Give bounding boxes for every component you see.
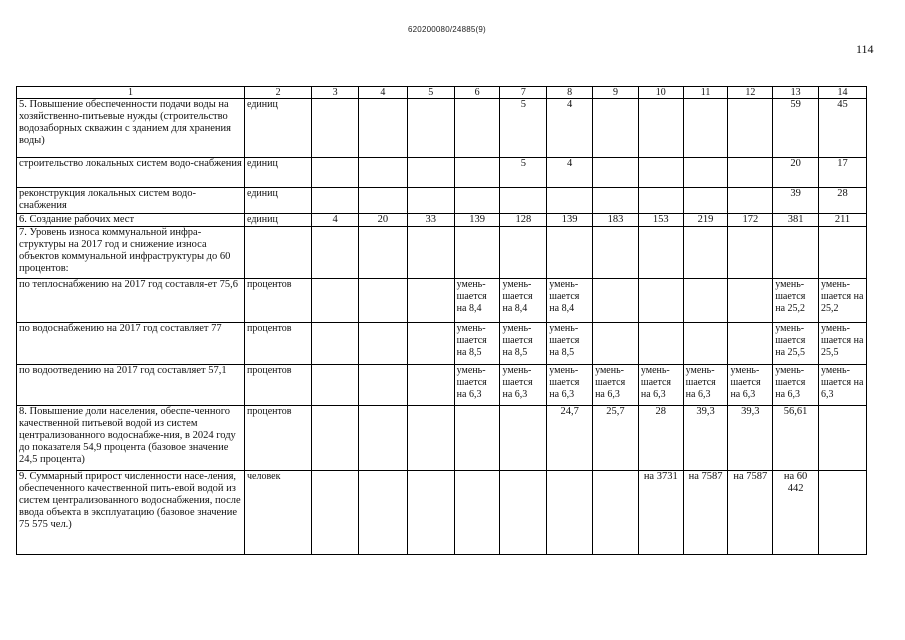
value-cell xyxy=(593,323,639,365)
value-cell xyxy=(312,188,359,214)
indicator-name-cell: 9. Суммарный прирост численности насе-ления, обеспеченного качественной пить-евой водой из систем централизованного водоснабжения, после ввода объекта в эксплуатацию (базовое значение 75 575 чел.) xyxy=(17,471,245,555)
indicator-name-cell: по водоснабжению на 2017 год составляет 77 xyxy=(17,323,245,365)
value-cell xyxy=(773,227,819,279)
value-cell xyxy=(547,188,593,214)
unit-cell xyxy=(245,227,312,279)
value-cell: 20 xyxy=(773,158,819,188)
value-cell xyxy=(638,99,683,158)
value-cell: 25,7 xyxy=(593,406,639,471)
value-cell xyxy=(728,99,773,158)
header-row xyxy=(17,87,867,99)
value-cell xyxy=(638,279,683,323)
value-cell xyxy=(407,365,454,406)
value-cell xyxy=(593,471,639,555)
value-cell xyxy=(593,99,639,158)
value-cell xyxy=(407,158,454,188)
indicator-table xyxy=(16,86,867,555)
value-cell: 4 xyxy=(547,99,593,158)
value-cell: 5 xyxy=(500,99,547,158)
value-cell: умень-шается на 6,3 xyxy=(500,365,547,406)
value-cell xyxy=(683,99,728,158)
value-cell xyxy=(454,99,500,158)
table-row xyxy=(17,188,867,214)
table-row xyxy=(17,214,867,227)
value-cell: 59 xyxy=(773,99,819,158)
unit-cell: процентов xyxy=(245,323,312,365)
value-cell: умень-шается на 25,5 xyxy=(773,323,819,365)
value-cell: 56,61 xyxy=(773,406,819,471)
value-cell: умень-шается на 8,4 xyxy=(500,279,547,323)
value-cell: 4 xyxy=(547,158,593,188)
value-cell: 45 xyxy=(819,99,867,158)
header-cell: 9 xyxy=(593,87,639,99)
value-cell xyxy=(312,227,359,279)
value-cell: 139 xyxy=(547,214,593,227)
value-cell: 4 xyxy=(312,214,359,227)
indicator-name-cell: по водоотведению на 2017 год составляет 57,1 xyxy=(17,365,245,406)
value-cell xyxy=(728,158,773,188)
value-cell: умень-шается на 25,5 xyxy=(819,323,867,365)
value-cell xyxy=(312,99,359,158)
value-cell xyxy=(500,406,547,471)
table-row xyxy=(17,158,867,188)
value-cell: умень-шается на 6,3 xyxy=(728,365,773,406)
value-cell xyxy=(407,279,454,323)
value-cell xyxy=(728,323,773,365)
value-cell xyxy=(500,188,547,214)
value-cell xyxy=(638,323,683,365)
header-cell: 6 xyxy=(454,87,500,99)
value-cell: 17 xyxy=(819,158,867,188)
value-cell: умень-шается на 8,5 xyxy=(454,323,500,365)
value-cell xyxy=(728,227,773,279)
table-row xyxy=(17,365,867,406)
value-cell xyxy=(359,471,408,555)
value-cell xyxy=(593,227,639,279)
header-cell: 3 xyxy=(312,87,359,99)
value-cell: 39,3 xyxy=(683,406,728,471)
value-cell: умень-шается на 6,3 xyxy=(638,365,683,406)
value-cell: 153 xyxy=(638,214,683,227)
header-cell: 14 xyxy=(819,87,867,99)
value-cell: 24,7 xyxy=(547,406,593,471)
unit-cell: процентов xyxy=(245,406,312,471)
value-cell xyxy=(500,227,547,279)
value-cell xyxy=(454,471,500,555)
value-cell xyxy=(359,99,408,158)
page-number: 114 xyxy=(856,42,874,56)
header-cell: 12 xyxy=(728,87,773,99)
value-cell xyxy=(407,471,454,555)
value-cell xyxy=(312,471,359,555)
indicator-name-cell: реконструкция локальных систем водо-снабжения xyxy=(17,188,245,214)
value-cell xyxy=(683,227,728,279)
header-cell: 5 xyxy=(407,87,454,99)
value-cell: 172 xyxy=(728,214,773,227)
value-cell xyxy=(359,227,408,279)
value-cell xyxy=(683,158,728,188)
value-cell: на 7587 xyxy=(728,471,773,555)
value-cell: умень-шается на 8,4 xyxy=(454,279,500,323)
value-cell: умень-шается на 8,5 xyxy=(500,323,547,365)
indicator-name-cell: 6. Создание рабочих мест xyxy=(17,214,245,227)
indicator-name-cell: 8. Повышение доли населения, обеспе-ченного качественной питьевой водой из систем централизованного водоснабже-ния, в 2024 году до показателя 54,9 процента (базовое значение 24,5 процента) xyxy=(17,406,245,471)
value-cell: умень-шается на 8,5 xyxy=(547,323,593,365)
value-cell: 39 xyxy=(773,188,819,214)
value-cell xyxy=(312,406,359,471)
header-cell: 7 xyxy=(500,87,547,99)
value-cell: на 3731 xyxy=(638,471,683,555)
value-cell xyxy=(638,188,683,214)
value-cell: 33 xyxy=(407,214,454,227)
value-cell xyxy=(454,158,500,188)
table-row xyxy=(17,471,867,555)
value-cell: умень-шается на 6,3 xyxy=(773,365,819,406)
value-cell xyxy=(454,227,500,279)
unit-cell: единиц xyxy=(245,188,312,214)
value-cell: 219 xyxy=(683,214,728,227)
value-cell xyxy=(407,406,454,471)
value-cell xyxy=(407,227,454,279)
value-cell: умень-шается на 6,3 xyxy=(593,365,639,406)
value-cell xyxy=(819,471,867,555)
value-cell: умень-шается на 6,3 xyxy=(819,365,867,406)
value-cell: умень-шается на 6,3 xyxy=(547,365,593,406)
value-cell: на 7587 xyxy=(683,471,728,555)
header-cell: 8 xyxy=(547,87,593,99)
indicator-name-cell: 7. Уровень износа коммунальной инфра-структуры на 2017 год и снижение износа объектов коммунальной инфраструктуры до 60 процентов: xyxy=(17,227,245,279)
indicator-name-cell: по теплоснабжению на 2017 год составля-ет 75,6 xyxy=(17,279,245,323)
table-row xyxy=(17,227,867,279)
header-cell: 11 xyxy=(683,87,728,99)
value-cell xyxy=(683,279,728,323)
value-cell xyxy=(500,471,547,555)
value-cell: 381 xyxy=(773,214,819,227)
unit-cell: единиц xyxy=(245,214,312,227)
unit-cell: единиц xyxy=(245,158,312,188)
indicator-name-cell: 5. Повышение обеспеченности подачи воды на хозяйственно-питьевые нужды (строительство водозаборных скважин с зданием для хранения воды) xyxy=(17,99,245,158)
value-cell xyxy=(312,323,359,365)
header-cell: 13 xyxy=(773,87,819,99)
value-cell xyxy=(359,158,408,188)
unit-cell: процентов xyxy=(245,279,312,323)
value-cell xyxy=(312,365,359,406)
table-row xyxy=(17,406,867,471)
value-cell: 139 xyxy=(454,214,500,227)
value-cell xyxy=(638,158,683,188)
value-cell: 211 xyxy=(819,214,867,227)
header-cell: 10 xyxy=(638,87,683,99)
unit-cell: процентов xyxy=(245,365,312,406)
value-cell: 183 xyxy=(593,214,639,227)
value-cell xyxy=(359,365,408,406)
value-cell xyxy=(359,188,408,214)
value-cell: 20 xyxy=(359,214,408,227)
value-cell: 5 xyxy=(500,158,547,188)
value-cell: 28 xyxy=(638,406,683,471)
document-id: 620200080/24885(9) xyxy=(408,25,486,34)
value-cell xyxy=(638,227,683,279)
value-cell xyxy=(547,227,593,279)
value-cell xyxy=(359,279,408,323)
unit-cell: единиц xyxy=(245,99,312,158)
header-cell: 4 xyxy=(359,87,408,99)
value-cell xyxy=(407,188,454,214)
value-cell xyxy=(819,227,867,279)
value-cell xyxy=(728,188,773,214)
value-cell xyxy=(407,323,454,365)
table-row xyxy=(17,323,867,365)
value-cell xyxy=(728,279,773,323)
value-cell: умень-шается на 8,4 xyxy=(547,279,593,323)
value-cell xyxy=(312,279,359,323)
value-cell xyxy=(407,99,454,158)
value-cell xyxy=(683,323,728,365)
header-cell: 2 xyxy=(245,87,312,99)
value-cell xyxy=(454,188,500,214)
value-cell: умень-шается на 25,2 xyxy=(819,279,867,323)
value-cell xyxy=(593,279,639,323)
value-cell xyxy=(359,323,408,365)
value-cell xyxy=(359,406,408,471)
value-cell xyxy=(312,158,359,188)
value-cell: 39,3 xyxy=(728,406,773,471)
value-cell xyxy=(547,471,593,555)
header-cell: 1 xyxy=(17,87,245,99)
value-cell: умень-шается на 6,3 xyxy=(454,365,500,406)
value-cell: на 60 442 xyxy=(773,471,819,555)
value-cell xyxy=(593,158,639,188)
value-cell xyxy=(593,188,639,214)
value-cell: 128 xyxy=(500,214,547,227)
indicator-name-cell: строительство локальных систем водо-снабжения xyxy=(17,158,245,188)
table-row xyxy=(17,279,867,323)
value-cell: 28 xyxy=(819,188,867,214)
value-cell: умень-шается на 6,3 xyxy=(683,365,728,406)
value-cell xyxy=(819,406,867,471)
value-cell xyxy=(683,188,728,214)
unit-cell: человек xyxy=(245,471,312,555)
value-cell xyxy=(454,406,500,471)
value-cell: умень-шается на 25,2 xyxy=(773,279,819,323)
table-row xyxy=(17,99,867,158)
